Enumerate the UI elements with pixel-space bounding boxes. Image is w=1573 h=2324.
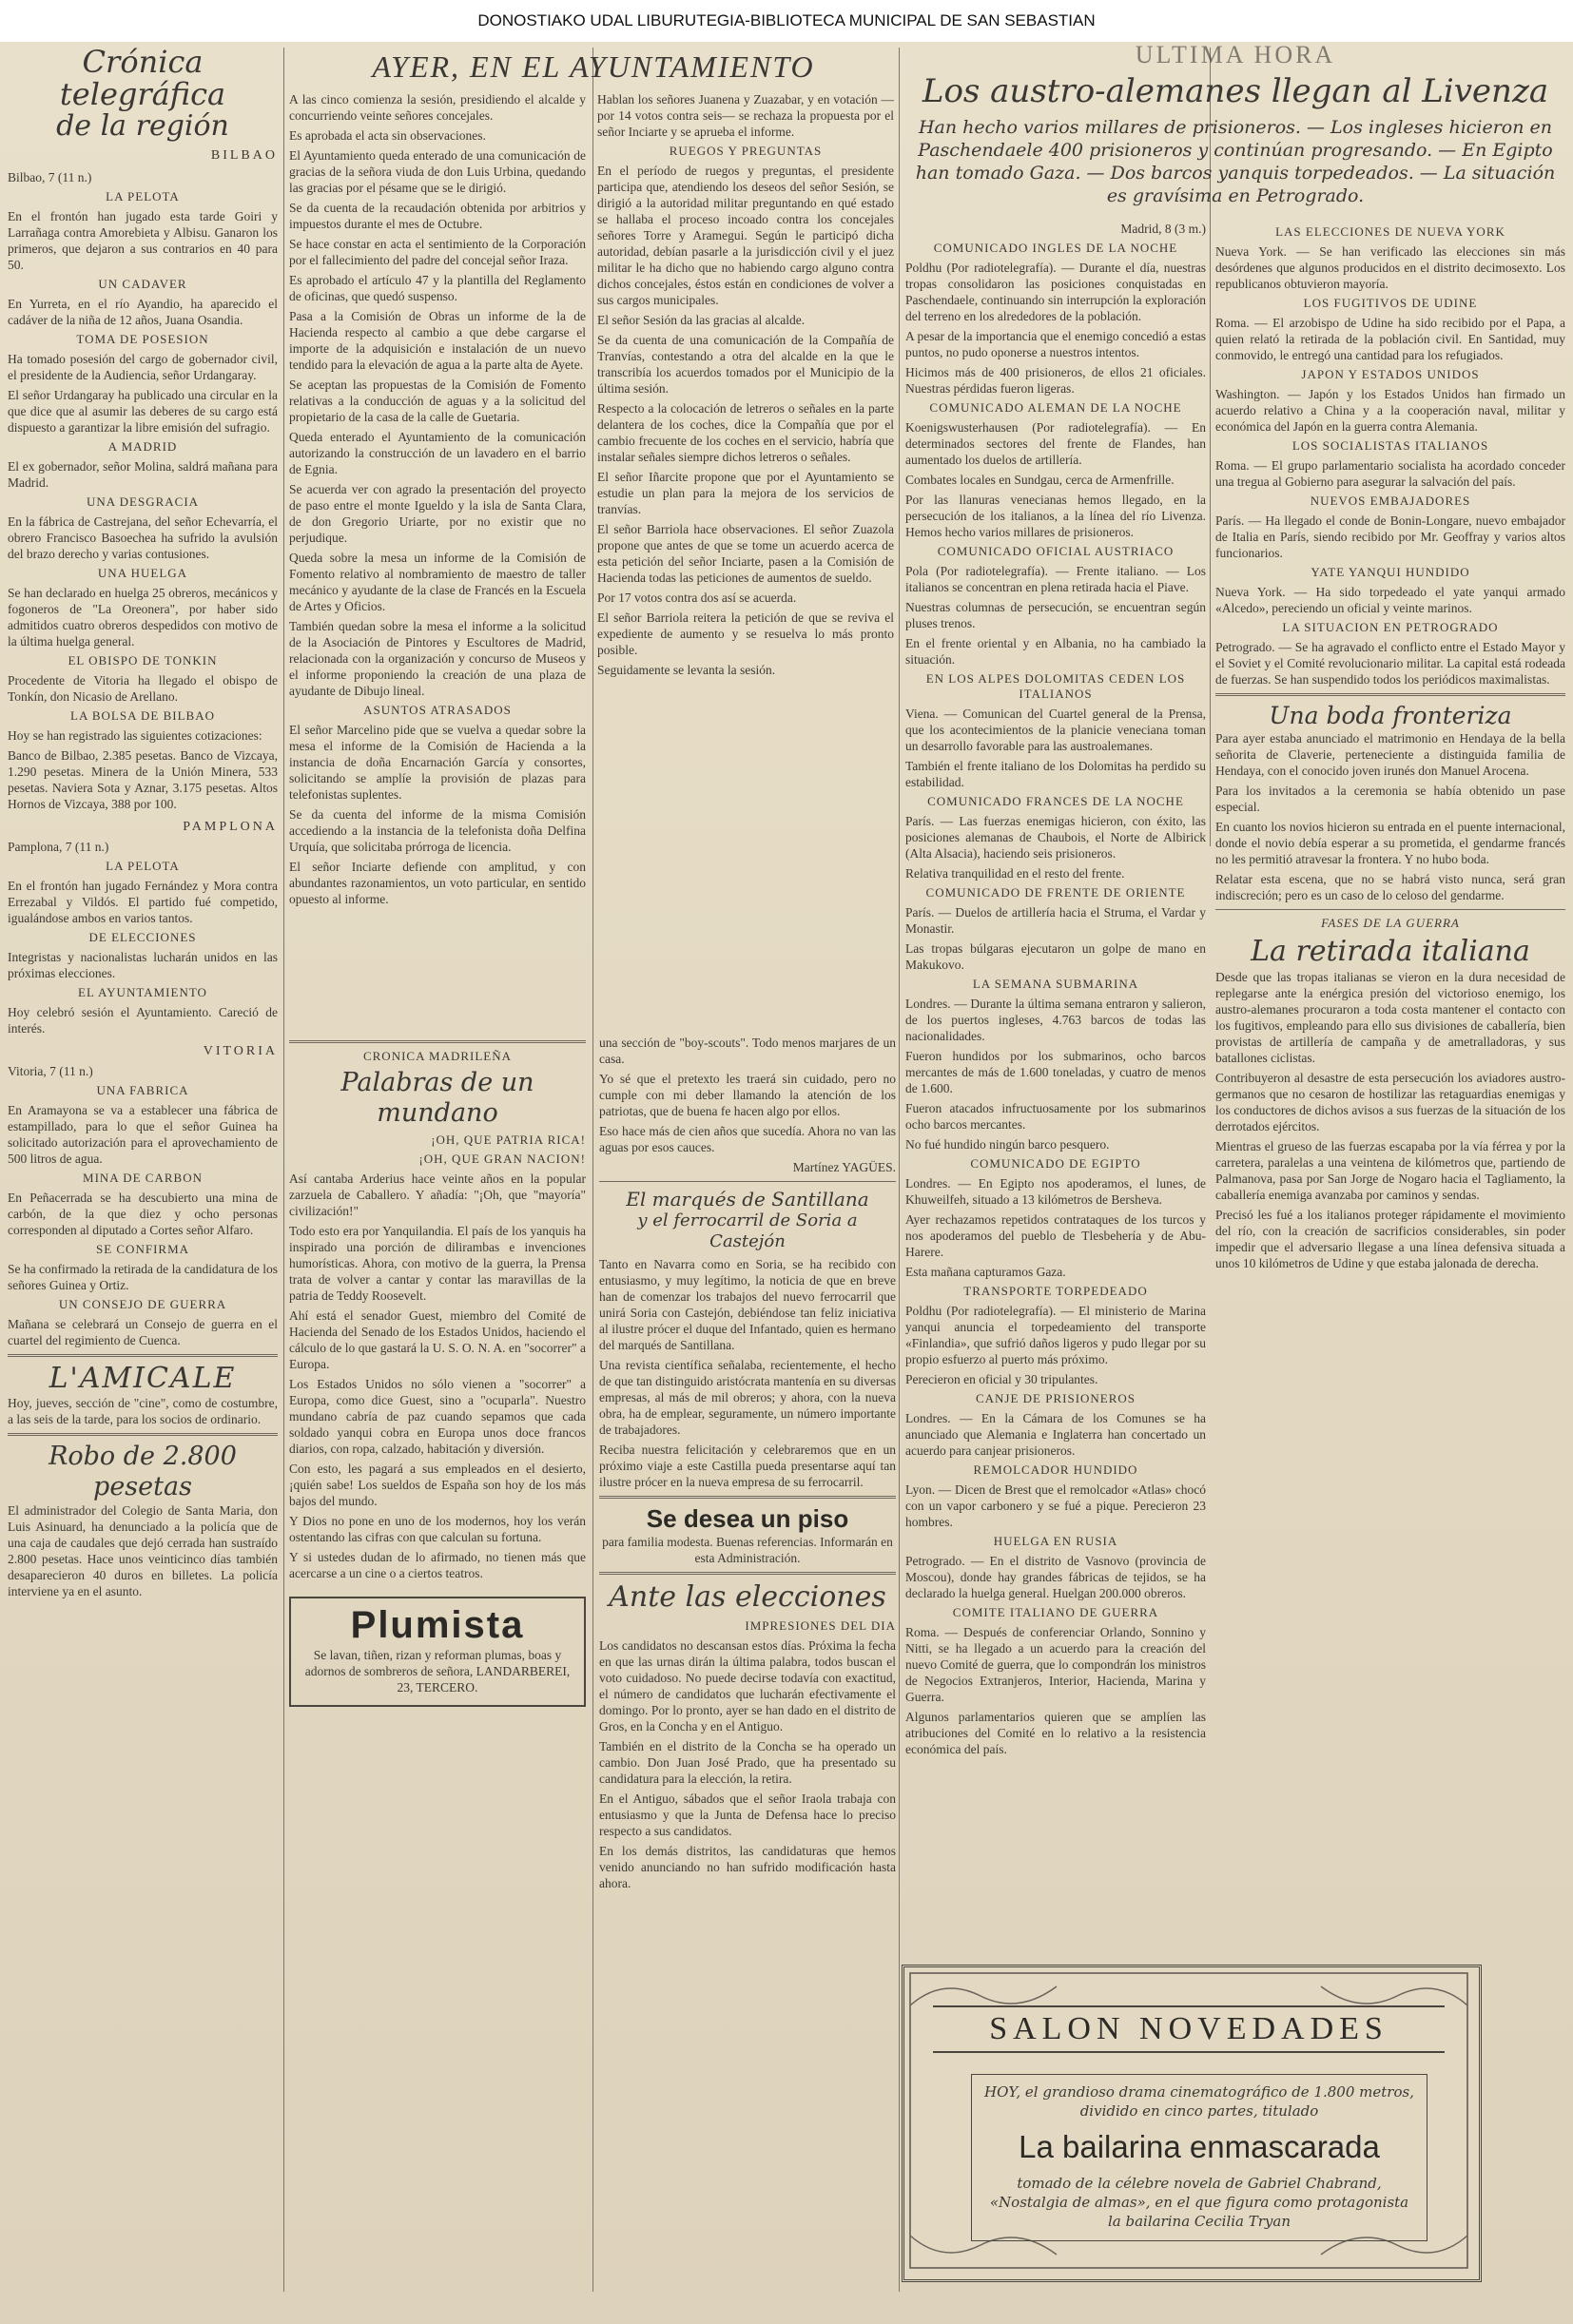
wire-news-column: [905, 221, 1206, 1961]
divider: [289, 1040, 586, 1043]
salon-program: [971, 2074, 1427, 2241]
article-paragraph: Perecieron en oficial y 30 tripulantes.: [905, 1372, 1098, 1386]
article-paragraph: Se aceptan las propuestas de la Comisión de Fomento relativas a la conducción de aguas y a la solicitud del propietario de la casa de la calle de Guetaria.: [289, 378, 586, 424]
article-paragraph: El señor Marcelino pide que se vuelva a quedar sobre la mesa el informe de la Comisión de Hacienda a la instancia de doña Encarnación García y consortes, solicitando se amplíe la provisión de plazas para telefonistas suplentes.: [289, 723, 586, 802]
subheading: IMPRESIONES DEL DIA: [745, 1618, 896, 1633]
article-paragraph: París. — Duelos de artillería hacia el Struma, el Vardar y Monastir.: [905, 905, 1206, 936]
main-headline: Los austro-alemanes llegan al Livenza: [922, 72, 1549, 110]
salon-name-band: [933, 2005, 1445, 2053]
divider: [8, 1433, 278, 1436]
article-paragraph: Nueva York. — Ha sido torpedeado el yate yanqui armado «Alcedo», pereciendo un oficial y veinte marinos.: [1215, 585, 1565, 615]
article-paragraph: Precisó les fué a los italianos proteger rápidamente el movimiento del río, con la creación de sacrificios considerables, sin poder impedir que el adversario llegase a una línea defensiva situada a unos 10 kilómetros de Udine y que estaba jalonada de derecha.: [1215, 1208, 1565, 1270]
subheading: NUEVOS EMBAJADORES: [1310, 494, 1471, 508]
divider: [8, 1354, 278, 1357]
divider: [1215, 693, 1565, 696]
dateline: Madrid, 8 (3 m.): [1120, 222, 1206, 236]
article-paragraph: Integristas y nacionalistas lucharán unidos en las próximas elecciones.: [8, 950, 278, 980]
retirada-title: La retirada italiana: [1251, 935, 1530, 968]
subheading: A MADRID: [107, 439, 178, 454]
article-paragraph: Ayer rechazamos repetidos contrataques de los turcos y nos apoderamos del pueblo de Tlesbehería y de Abu-Harere.: [905, 1212, 1206, 1259]
article-paragraph: Por 17 votos contra dos así se acuerda.: [597, 591, 797, 605]
article-paragraph: Koenigswusterhausen (Por radiotelegrafía). — En determinados sectores del frente de Flandes, han aumentado los duelos de artillería.: [905, 420, 1206, 467]
article-paragraph: Hoy celebró sesión el Ayuntamiento. Careció de interés.: [8, 1005, 278, 1036]
article-paragraph: Una revista científica señalaba, recientemente, el hecho de que tan distinguido aristócrata mantenía en su diversas empresas, al más de mil obreros; y ahora, con la nueva obra, ha de emplear, seguramente, un número importante de trabajadores.: [599, 1358, 896, 1437]
article-paragraph: Ha tomado posesión del cargo de gobernador civil, el presidente de la Audiencia, señor Urdangaray.: [8, 352, 278, 382]
salon-novedades-ad: [902, 1965, 1482, 2282]
subheading: UNA FABRICA: [96, 1083, 189, 1097]
epigraph: ¡OH, QUE GRAN NACION!: [418, 1152, 586, 1166]
subheading: MINA DE CARBON: [83, 1171, 203, 1185]
subheading: HUELGA EN RUSIA: [993, 1534, 1118, 1548]
council-left: [289, 91, 586, 911]
article-paragraph: Las tropas búlgaras ejecutaron un golpe de mano en Makukovo.: [905, 941, 1206, 972]
dateline: Bilbao, 7 (11 n.): [8, 170, 92, 184]
mundano-title: Palabras de un mundano: [340, 1068, 534, 1128]
subheading: LA PELOTA: [106, 189, 180, 203]
article-paragraph: Roma. — El arzobispo de Udine ha sido recibido por el Papa, a quien relató la retirada de la población civil. En Santidad, muy conmovido, le entregó una cantidad para los refugiados.: [1215, 316, 1565, 362]
article-paragraph: Hablan los señores Juanena y Zuazabar, y en votación —por 14 votos contra seis— se rechaza la propuesta por el señor Inciarte y se aprueba el informe.: [597, 92, 894, 139]
divider: [1215, 909, 1565, 910]
subheading: COMUNICADO OFICIAL AUSTRIACO: [937, 544, 1175, 558]
article-paragraph: El señor Barriola reitera la petición de que se reviva el expediente de aumento y se resuelva lo más pronto posible.: [597, 610, 894, 657]
epigraph: ¡OH, QUE PATRIA RICA!: [431, 1133, 586, 1147]
article-paragraph: Y si ustedes dudan de lo afirmado, no tienen más que acercarse a un cine o a ciertos teatros.: [289, 1550, 586, 1580]
article-paragraph: Contribuyeron al desastre de esta persecución los aviadores austro-germanos que no cesaron de hostilizar las retaguardias enemigas y los conductores de dichos avisos a sus fuerzas de la situación de los derrotados ejércitos.: [1215, 1071, 1565, 1133]
article-paragraph: Nueva York. — Se han verificado las elecciones sin más desórdenes que algunos producidos en el distrito decimosexto. Los republicanos obtuvieron mayoría.: [1215, 244, 1565, 291]
article-paragraph: Algunos parlamentarios quieren que se amplíen las atribuciones del Comité en lo relativo a la resistencia económica del país.: [905, 1710, 1206, 1756]
article-paragraph: Esta mañana capturamos Gaza.: [905, 1265, 1066, 1279]
council-right: [597, 91, 894, 911]
article-paragraph: Lyon. — Dicen de Brest que el remolcador «Atlas» chocó con un vapor carbonero y se fué a pique. Perecieron 23 hombres.: [905, 1482, 1206, 1529]
article-paragraph: Para ayer estaba anunciado el matrimonio en Hendaya de la bella señorita de Claverie, perteneciente a distinguida familia de Hendaya, con el conocido joven irunés don Manuel Arocena.: [1215, 731, 1565, 778]
robo-title: Robo de 2.800 pesetas: [49, 1442, 237, 1501]
subheading: TRANSPORTE TORPEDEADO: [963, 1284, 1148, 1298]
article-paragraph: Mañana se celebrará un Consejo de guerra en el cuartel del regimiento de Cuenca.: [8, 1317, 278, 1347]
article-paragraph: También el frente italiano de los Dolomitas ha perdido su estabilidad.: [905, 759, 1206, 789]
subheading: UN CONSEJO DE GUERRA: [58, 1297, 227, 1311]
article-paragraph: No fué hundido ningún barco pesquero.: [905, 1137, 1110, 1152]
article-paragraph: Se hace constar en acta el sentimiento de la Corporación por el fallecimiento del padre del concejal señor Iraza.: [289, 237, 586, 267]
boda-title: Una boda fronteriza: [1269, 702, 1512, 729]
article-paragraph: Todo esto era por Yanquilandia. El país de los yanquis ha inspirado una porción de dilirambas e invenciones humorísticas. Ahora, con motivo de la guerra, la Prensa trata de volver a cantar y contar las maravillas de la patria de Teddy Roosevelt.: [289, 1224, 586, 1303]
subheading: REMOLCADOR HUNDIDO: [973, 1462, 1138, 1477]
article-paragraph: Nuestras columnas de persecución, se encuentran según pluses trenos.: [905, 600, 1206, 630]
dateline: Vitoria, 7 (11 n.): [8, 1064, 93, 1078]
article-paragraph: Yo sé que el pretexto les traerá sin cuidado, pero no cumple con mi deber llamando la atención de los patriotas, que de buena fe hacen algo por ellos.: [599, 1072, 896, 1118]
article-paragraph: Eso hace más de cien años que sucedía. Ahora no van las aguas por esos cauces.: [599, 1124, 896, 1154]
article-paragraph: El administrador del Colegio de Santa Maria, don Luis Asinuard, ha denunciado a la policía que de una caja de caudales que dejó cerrada han sustraído 2.800 pesetas. Hace unos veinticinco días también desaparecieron 40 duros en billetes. La policía interviene ya en el asunto.: [8, 1503, 278, 1598]
elecciones-title: Ante las elecciones: [609, 1580, 886, 1614]
salon-intro: HOY, el grandioso drama cinematográfico de 1.800 metros, dividido en cinco partes, titulado: [984, 2083, 1414, 2120]
subheading: DE ELECCIONES: [88, 930, 197, 944]
subheading: LOS SOCIALISTAS ITALIANOS: [1291, 438, 1489, 453]
article-paragraph: El señor Iñarcite propone que por el Ayuntamiento se estudie un plan para la mejora de los servicios de tranvías.: [597, 470, 894, 516]
subheading: RUEGOS Y PREGUNTAS: [669, 144, 823, 158]
santillana-title: El marqués de Santillana: [626, 1188, 869, 1210]
subheading: LA SITUACION EN PETROGRADO: [1282, 620, 1499, 634]
article-paragraph: En cuanto los novios hicieron su entrada en el puente internacional, donde el novio debía esperar a su prometida, el gendarme francés no les permitió atravesar la frontera. Y no hubo boda.: [1215, 820, 1565, 866]
article-paragraph: Washington. — Japón y los Estados Unidos han firmado un acuerdo relativo a China y a la cooperación naval, militar y económica del Japón en la guerra contra Alemania.: [1215, 387, 1565, 434]
subheading: COMUNICADO ALEMAN DE LA NOCHE: [929, 400, 1182, 415]
article-paragraph: A pesar de la importancia que el enemigo concedió a estas puntos, no pudo oponerse a nuestros intentos.: [905, 329, 1206, 359]
article-paragraph: Roma. — El grupo parlamentario socialista ha acordado conceder una tregua al Gobierno para asegurar la salvación del país.: [1215, 458, 1565, 489]
divider: [599, 1496, 896, 1499]
subheading: LOS FUGITIVOS DE UDINE: [1303, 296, 1478, 310]
divider: [599, 1181, 896, 1182]
subheading: COMUNICADO DE FRENTE DE ORIENTE: [925, 885, 1186, 900]
regional-title-line1: Crónica telegráfica: [59, 44, 226, 112]
plumista-title: Plumista: [350, 1604, 525, 1646]
ultima-hora-label: ULTIMA HORA: [1135, 42, 1336, 68]
subheading: COMUNICADO DE EGIPTO: [970, 1156, 1141, 1171]
signature: Martínez YAGÜES.: [792, 1160, 896, 1174]
article-paragraph: Y Dios no pone en uno de los modernos, hoy los verán ostentando las cifras con que calculan su fortuna.: [289, 1514, 586, 1544]
amicale-title: L'AMICALE: [49, 1362, 237, 1395]
article-paragraph: El señor Urdangaray ha publicado una circular en la que dice que al asumir las deberes de su cargo está dispuesto a garantizar la libre emisión del sufragio.: [8, 388, 278, 435]
article-paragraph: Seguidamente se levanta la sesión.: [597, 663, 776, 677]
subheading: COMUNICADO INGLES DE LA NOCHE: [933, 241, 1178, 255]
article-paragraph: Queda sobre la mesa un informe de la Comisión de Fomento relativo al nombramiento de maestro de taller mecánico y ayudante de la clase de Francés en la Escuela de Artes y Oficios.: [289, 551, 586, 613]
subheading: YATE YANQUI HUNDIDO: [1311, 565, 1470, 579]
article-paragraph: Por las llanuras venecianas hemos llegado, en la persecución de los italianos, a la línea del río Livenza. Hemos hecho varios millares de prisioneros.: [905, 493, 1206, 539]
article-paragraph: Respecto a la colocación de letreros o señales en la parte delantera de los coches, dice la Compañía que por el cambio frecuente de los coches en el servicio, habría que instalar señales siempre dichos letreros o señales.: [597, 401, 894, 464]
article-paragraph: París. — Ha llegado el conde de Bonin-Longare, nuevo embajador de Italia en París, siendo recibido por Mr. Geoffray y varios altos funcionarios.: [1215, 513, 1565, 560]
article-paragraph: Reciba nuestra felicitación y celebraremos que en un próximo viaje a este Castilla pueda presentarse aquí tan ilustre prócer en la nueva empresa de su ferrocarril.: [599, 1443, 896, 1489]
article-paragraph: Queda enterado el Ayuntamiento de la comunicación autorizando la construcción de un lavadero en el barrio de Egnia.: [289, 430, 586, 476]
article-paragraph: En Aramayona se va a establecer una fábrica de estampillado, para lo que el señor Guinea ha solicitado autorización para el aprovechamiento de 500 litros de agua.: [8, 1103, 278, 1166]
subheading: LA PELOTA: [106, 859, 180, 873]
wire-news-column-right: [1215, 221, 1565, 1961]
article-paragraph: Petrogrado. — Se ha agravado el conflicto entre el Estado Mayor y el Soviet y el Comité revolucionario militar. La capital está rodeada de fuerzas. Se han suspendido todos los periódicos maximalistas.: [1215, 640, 1565, 687]
article-paragraph: Mientras el grueso de las fuerzas escapaba por la vía férrea y por la carretera, paralelas a una veintena de kilómetros que, partiendo de Palmanova, pasa por San Jorge de Nogaro hacia el Tagliamento, la caballería enemiga avanzaba por caminos y sendas.: [1215, 1139, 1565, 1202]
article-paragraph: Ahí está el senador Guest, miembro del Comité de Hacienda del Senado de los Estados Unidos, haciendo el cálculo de lo que gastará la U. S. O. N. A. en "socorrer" a Europa.: [289, 1308, 586, 1371]
subheading: CANJE DE PRISIONEROS: [975, 1391, 1136, 1405]
subheading: UNA DESGRACIA: [86, 494, 200, 509]
section-pamplona: PAMPLONA: [183, 820, 278, 834]
article-paragraph: Londres. — Durante la última semana entraron y salieron, de los puertos ingleses, 4.763 barcos de todas las nacionalidades.: [905, 997, 1206, 1043]
article-paragraph: En el frente oriental y en Albania, no ha cambiado la situación.: [905, 636, 1206, 667]
subheading: EL AYUNTAMIENTO: [78, 985, 207, 999]
regional-column: [8, 42, 278, 2314]
article-paragraph: Relativa tranquilidad en el resto del frente.: [905, 866, 1125, 881]
article-paragraph: En Yurreta, en el río Ayandio, ha aparecido el cadáver de la niña de 12 años, Juana Osandia.: [8, 297, 278, 327]
council-columns: [289, 91, 898, 911]
council-title: AYER, EN EL AYUNTAMIENTO: [372, 49, 815, 84]
article-paragraph: También en el distrito de la Concha se ha operado un cambio. Don Juan José Prado, que ha presentado su candidatura para la elección, la retira.: [599, 1739, 896, 1786]
article-paragraph: Se acuerda ver con agrado la presentación del proyecto de paso entre el monte Igueldo y la isla de Santa Clara, de don Gregorio Uriarte, por no existir que no perjudique.: [289, 482, 586, 545]
article-paragraph: Londres. — En la Cámara de los Comunes se ha anunciado que Alemania e Inglaterra han concertado un acuerdo para canjear prisioneros.: [905, 1411, 1206, 1458]
subheading: LA BOLSA DE BILBAO: [70, 708, 215, 723]
article-paragraph: Hoy se han registrado las siguientes cotizaciones:: [8, 728, 262, 743]
salon-name: SALON NOVEDADES: [989, 2011, 1389, 2046]
subheading: TOMA DE POSESION: [76, 332, 209, 346]
article-paragraph: Viena. — Comunican del Cuartel general de la Prensa, que los acontecimientos de la planicie veneciana toman un desarrollo favorable para las austroalemanes.: [905, 707, 1206, 753]
plumista-ad: [289, 1597, 586, 1707]
article-paragraph: En el frontón han jugado esta tarde Goiri y Larrañaga contra Amorebieta y Albisu. Ganaron los primeros, que dejaron a sus contrarios en 40 para 50.: [8, 209, 278, 272]
film-title: La bailarina enmascarada: [1019, 2129, 1380, 2164]
article-paragraph: Se han declarado en huelga 25 obreros, mecánicos y fogoneros de "La Oreonera", por haber sido admitidos cuatro obreros despedidos con motivo de la última huelga general.: [8, 586, 278, 649]
regional-title-line2: de la región: [56, 109, 229, 143]
article-paragraph: Procedente de Vitoria ha llegado el obispo de Tonkín, don Nicasio de Arellano.: [8, 673, 278, 704]
article-paragraph: El señor Sesión da las gracias al alcalde.: [597, 313, 806, 327]
article-paragraph: Es aprobada el acta sin observaciones.: [289, 128, 486, 143]
article-paragraph: El ex gobernador, señor Molina, saldrá mañana para Madrid.: [8, 459, 278, 490]
subheading: EN LOS ALPES DOLOMITAS CEDEN LOS ITALIANOS: [925, 671, 1186, 701]
article-paragraph: En los demás distritos, las candidaturas que hemos venido anunciando no han sufrido modificación hasta ahora.: [599, 1844, 896, 1890]
section-vitoria: VITORIA: [203, 1044, 278, 1058]
article-paragraph: Los candidatos no descansan estos días. Próxima la fecha en que las urnas dirán la última palabra, todos buscan el voto cuidadoso. No puede decirse todavía con exactitud, el número de candidatos que lucharán efectivamente el domingo. Por lo pronto, ayer se han dado en el distrito de Gros, en la Concha y en el Antiguo.: [599, 1638, 896, 1733]
article-paragraph: París. — Las fuerzas enemigas hicieron, con éxito, las posiciones alemanas de Chaubois, el Norte de Albirick (Alta Alsacia), haciendo seis prisioneros.: [905, 814, 1206, 861]
madrid-chronicle: [289, 1035, 586, 2271]
section-bilbao: BILBAO: [210, 148, 278, 163]
article-paragraph: Hicimos más de 400 prisioneros, de ellos 21 oficiales. Nuestras pérdidas fueron ligeras.: [905, 365, 1206, 396]
subheading: UN CADAVER: [98, 277, 187, 291]
article-paragraph: una sección de "boy-scouts". Todo menos marjares de un casa.: [599, 1036, 896, 1066]
col2-lower-right: [599, 1035, 896, 2271]
piso-text: para familia modesta. Buenas referencias. Informarán en esta Administración.: [602, 1535, 893, 1565]
fases-label: FASES DE LA GUERRA: [1321, 916, 1460, 930]
article-paragraph: En Peñacerrada se ha descubierto una mina de carbón, de la que diez y ocho personas corresponden al diputado a Cortes señor Alfaro.: [8, 1191, 278, 1237]
dateline: Pamplona, 7 (11 n.): [8, 840, 109, 854]
film-credits: tomado de la célebre novela de Gabriel Chabrand, «Nostalgia de almas», en el que figura como protagonista la bailarina Cecilia Tryan: [989, 2175, 1409, 2230]
article-paragraph: Desde que las tropas italianas se vieron en la dura necesidad de replegarse ante la enérgica presión del victorioso enemigo, los austro-alemanes procuraron a toda costa mantener el contacto con los fugitivos, empleando para ello sus divisiones de caballería, bien provistas de artillería de campaña y de ametralladoras, y sus batallones ciclistas.: [1215, 970, 1565, 1065]
article-paragraph: Relatar esta escena, que no se habrá visto nunca, será gran indiscreción; pero es un caso de lo celoso del gendarme.: [1215, 872, 1565, 902]
article-paragraph: Pola (Por radiotelegrafía). — Frente italiano. — Los italianos se concentran en plena retirada hacia el Piave.: [905, 564, 1206, 594]
article-paragraph: Es aprobado el artículo 47 y la plantilla del Reglamento de oficinas, que quedó suspenso.: [289, 273, 586, 303]
article-paragraph: A las cinco comienza la sesión, presidiendo el alcalde y concurriendo veinte señores concejales.: [289, 92, 586, 123]
divider: [599, 1572, 896, 1575]
article-paragraph: Londres. — En Egipto nos apoderamos, el lunes, de Khuweilfeh, situado a 13 kilómetros de Bersheva.: [905, 1176, 1206, 1207]
article-paragraph: En el Antiguo, sábados que el señor Iraola trabaja con entusiasmo y que la Junta de Defensa hace lo preciso respecto a sus candidatos.: [599, 1791, 896, 1838]
subheading: ASUNTOS ATRASADOS: [363, 703, 512, 717]
article-paragraph: En el período de ruegos y preguntas, el presidente participa que, atendiendo los deseos del señor Sesión, se dirigió a la autoridad militar preguntando en qué estado se hallaba el proceso incoado contra los concejales señores Torre y Aramegui. Según le participó dicha autoridad, debían pasarle a la jurisdicción civil y el juez militar le ha dicho que no habiendo cargo alguno contra dichos concejales, éstos están en condiciones de volver a sus cargos municipales.: [597, 164, 894, 307]
article-paragraph: Se da cuenta de una comunicación de la Compañía de Tranvías, contestando a otra del alcalde en la que le transcribía los acuerdos tomados por el Municipio de la última sesión.: [597, 333, 894, 396]
article-paragraph: Banco de Bilbao, 2.385 pesetas. Banco de Vizcaya, 1.290 pesetas. Minera de la Unión Minera, 533 pesetas. Naviera Sota y Aznar, 3.175 pesetas. Altos Hornos de Vizcaya, 388 por 100.: [8, 748, 278, 811]
article-paragraph: Fueron atacados infructuosamente por los submarinos ocho barcos mercantes.: [905, 1101, 1206, 1132]
article-paragraph: En el frontón han jugado Fernández y Mora contra Errezabal y Vildós. El partido fué competido, igualándose ambos en varios tantos.: [8, 879, 278, 925]
santillana-subtitle: y el ferrocarril de Soria a Castejón: [637, 1210, 858, 1251]
article-paragraph: En la fábrica de Castrejana, del señor Echevarría, el obrero Francisco Basoechea ha sufrido la avulsión del brazo derecho y varias contusiones.: [8, 514, 278, 561]
article-paragraph: El señor Barriola hace observaciones. El señor Zuazola propone que antes de que se tome un acuerdo acerca de esta petición del señor Inciarte, pasen a la Comisión de Hacienda todas las peticiones de aumentos de sueldo.: [597, 522, 894, 585]
article-paragraph: Los Estados Unidos no sólo vienen a "socorrer" a Europa, como dice Guest, sino a "ocuparla". Nuestro mundano cabría de paz cuando sepamos que cada soldado yanqui cobra en Europa unos doce francos diarios, con ropa, calzado, habitación y diversión.: [289, 1377, 586, 1456]
subheading: LA SEMANA SUBMARINA: [972, 977, 1139, 991]
column-rule: [283, 48, 284, 2292]
article-paragraph: Para los invitados a la ceremonia se había obtenido un pase especial.: [1215, 784, 1565, 814]
article-paragraph: Se ha confirmado la retirada de la candidatura de los señores Guinea y Ortiz.: [8, 1262, 278, 1292]
cronica-label: CRONICA MADRILEÑA: [362, 1049, 513, 1063]
article-paragraph: Poldhu (Por radiotelegrafía). — Durante el día, nuestras tropas consolidaron las posiciones conquistadas en Paschendaele, continuando sin interrupción la exploración del terreno en los alrededores de la población.: [905, 261, 1206, 323]
subheading: COMUNICADO FRANCES DE LA NOCHE: [927, 794, 1184, 808]
subheading: COMITE ITALIANO DE GUERRA: [952, 1605, 1159, 1619]
plumista-text: Se lavan, tiñen, rizan y reforman plumas, boas y adornos de sombreros de señora, LANDARBEREI, 23, TERCERO.: [304, 1648, 571, 1695]
article-paragraph: Tanto en Navarra como en Soria, se ha recibido con entusiasmo, y muy legítimo, la noticia de que en breve han de comenzar los trabajos del nuevo ferrocarril que unirá Soria con Castejón, debiéndose tan feliz iniciativa al ilustre prócer el duque del Infantado, quien es hermano del marqués de Santillana.: [599, 1257, 896, 1352]
article-paragraph: El señor Inciarte defiende con amplitud, y con abundantes razonamientos, un voto particular, en sentido opuesto al informe.: [289, 860, 586, 906]
article-paragraph: Con esto, les pagará a sus empleados en el desierto, ¡quién sabe! Los sueldos de España son hoy de los más bajos del mundo.: [289, 1462, 586, 1508]
article-paragraph: Fueron hundidos por los submarinos, ocho barcos mercantes de más de 1.600 toneladas, y cuatro de menos de 1.600.: [905, 1049, 1206, 1095]
subheading: UNA HUELGA: [97, 566, 188, 580]
article-paragraph: Se da cuenta del informe de la misma Comisión accediendo a la instancia de la telefonista doña Delfina Urquía, que solicitaba prórroga de licencia.: [289, 807, 586, 854]
article-paragraph: Así cantaba Arderius hace veinte años en la popular zarzuela de Caballero. Y añadía: "¡Oh, que "mayoría" civilización!": [289, 1172, 586, 1218]
piso-title: Se desea un piso: [646, 1504, 849, 1533]
article-paragraph: Petrogrado. — En el distrito de Vasnovo (provincia de Moscou), donde hay grandes fábricas de tejidos, se ha declarado la huelga general. Huelgan 200.000 obreros.: [905, 1554, 1206, 1600]
library-banner: DONOSTIAKO UDAL LIBURUTEGIA-BIBLIOTECA MUNICIPAL DE SAN SEBASTIAN: [0, 0, 1573, 43]
article-paragraph: Pasa a la Comisión de Obras un informe de la de Hacienda respecto al cambio a que debe cargarse el importe de la adquisición e instalación de un nuevo tendido para la elevación de agua a la parte alta de Ayete.: [289, 309, 586, 372]
subheading: EL OBISPO DE TONKIN: [68, 653, 218, 668]
headline-deck: Han hecho varios millares de prisioneros. — Los ingleses hicieron en Paschendaele 400 prisioneros y continúan progresando. — En Egipto han tomado Gaza. — Dos barcos yanquis torpedeados. — La situación es gravísima en Petrogrado.: [915, 117, 1556, 206]
article-paragraph: Roma. — Después de conferenciar Orlando, Sonnino y Nitti, se ha llegado a un acuerdo para la creación del nuevo Comité de guerra, que lo compondrán los ministros de Negocios Extranjeros, Interior, Hacienda, Marina y Guerra.: [905, 1625, 1206, 1704]
article-paragraph: Hoy, jueves, sección de "cine", como de costumbre, a las seis de la tarde, para los socios de ordinario.: [8, 1396, 278, 1426]
column-rule: [899, 48, 900, 2292]
subheading: LAS ELECCIONES DE NUEVA YORK: [1275, 224, 1505, 239]
article-paragraph: El Ayuntamiento queda enterado de una comunicación de gracias de la señora viuda de don Luis Urbina, quedando las gracias por el pésame que se le dirigió.: [289, 148, 586, 195]
article-paragraph: Se da cuenta de la recaudación obtenida por arbitrios y impuestos durante el mes de Octubre.: [289, 201, 586, 231]
article-paragraph: También quedan sobre la mesa el informe a la solicitud de la Asociación de Pintores y Escultores de Madrid, relacionada con la organización y concurso de Museos y el informe proponiendo la creación de una plaza de ayudante de Dibujo lineal.: [289, 619, 586, 698]
subheading: SE CONFIRMA: [95, 1242, 190, 1256]
article-paragraph: Poldhu (Por radiotelegrafía). — El ministerio de Marina yanqui anuncia el torpedeamiento del transporte «Finlandia», que sufrió daños ligeros y pudo llegar por su propio esfuerzo al puerto más próximo.: [905, 1304, 1206, 1366]
subheading: JAPON Y ESTADOS UNIDOS: [1301, 367, 1480, 381]
article-paragraph: Combates locales en Sundgau, cerca de Armenfrille.: [905, 473, 1175, 487]
